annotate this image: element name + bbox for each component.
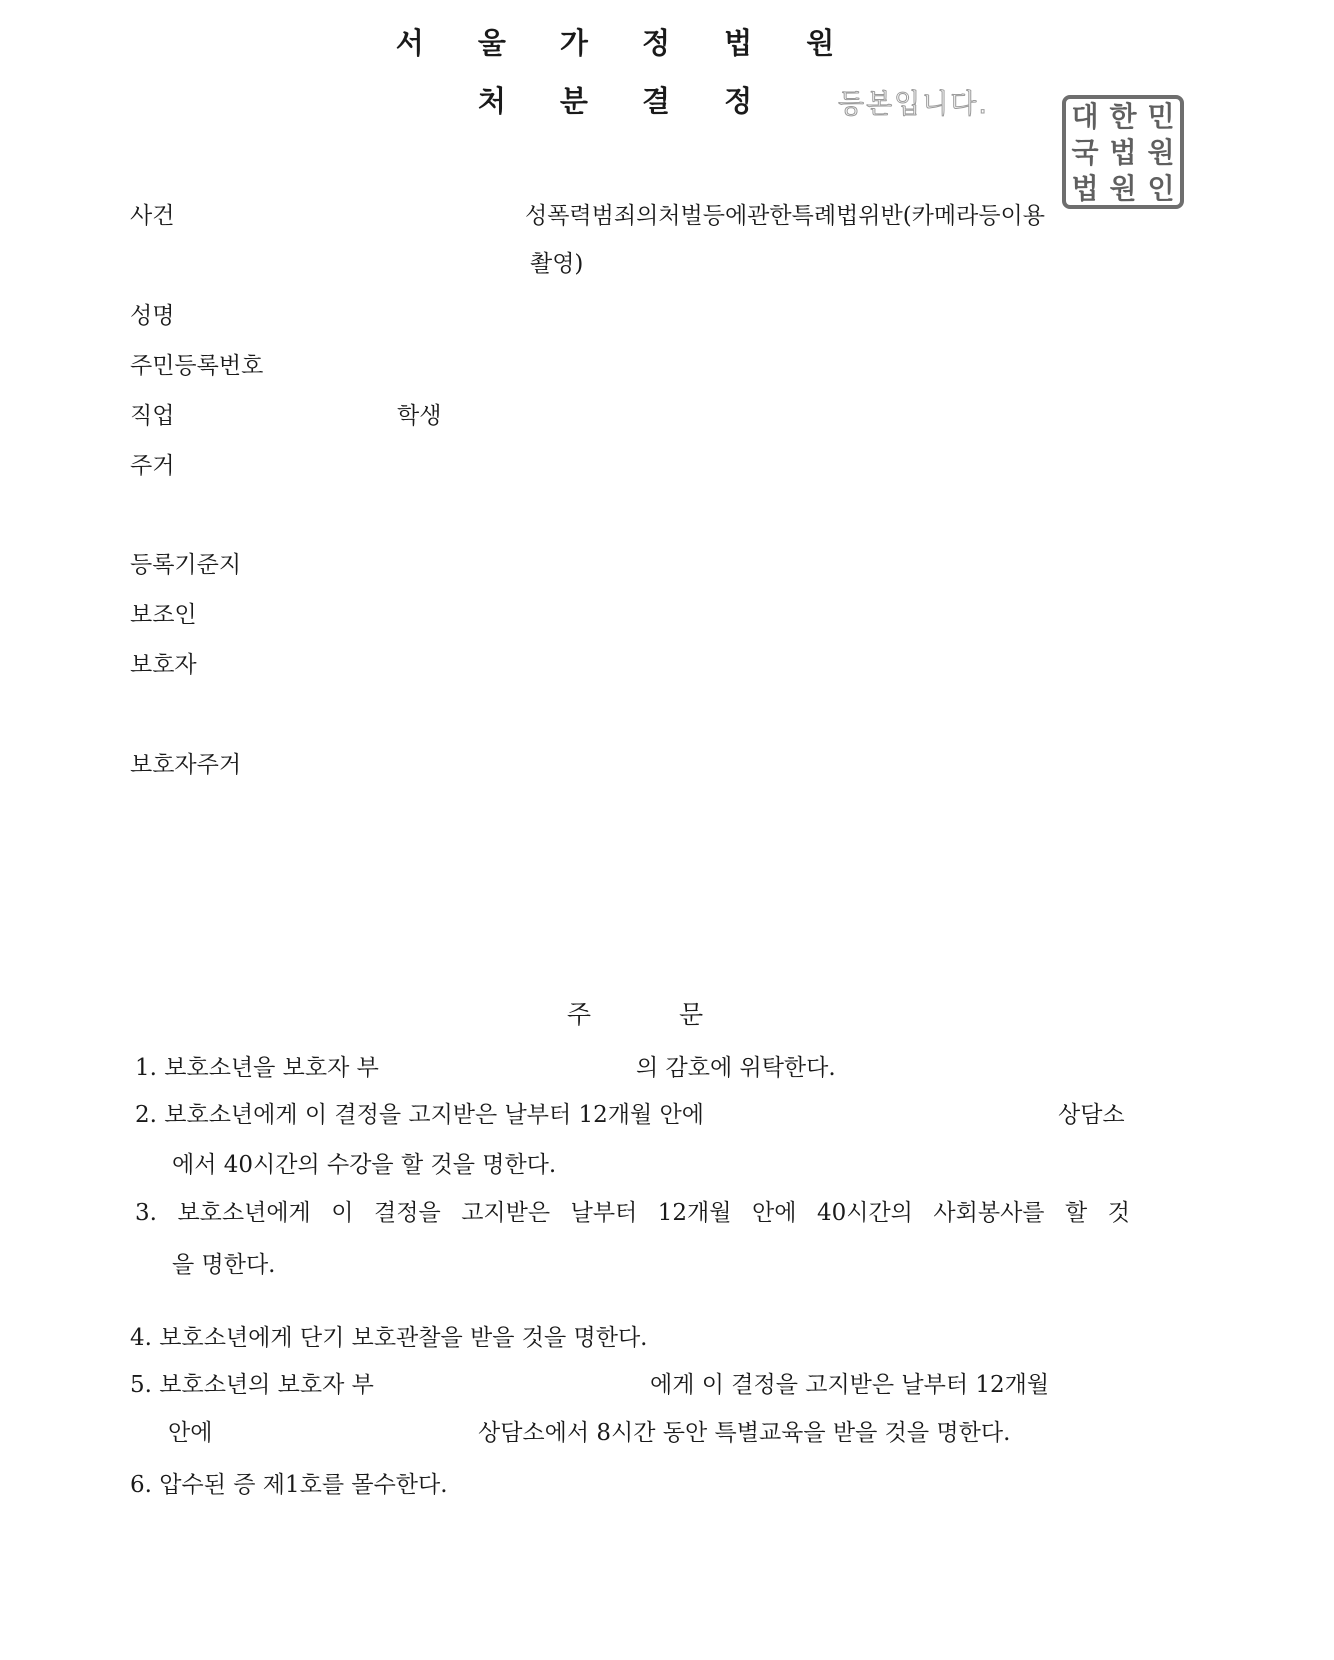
order-item-1: 1. 보호소년을 보호자 부 <box>135 1055 379 1081</box>
guardian-address-label: 보호자주거 <box>130 752 242 778</box>
order-item-5-line2-cont: 상담소에서 8시간 동안 특별교육을 받을 것을 명한다. <box>478 1420 1011 1446</box>
rrn-label: 주민등록번호 <box>130 353 264 379</box>
document-title: 처 분 결 정 <box>477 84 775 118</box>
name-label: 성명 <box>130 303 175 329</box>
order-item-6: 6. 압수된 증 제1호를 몰수한다. <box>130 1472 448 1498</box>
guardian-label: 보호자 <box>130 652 197 678</box>
order-item-3: 3. 보호소년에게 이 결정을 고지받은 날부터 12개월 안에 40시간의 사회봉사를 할 것 <box>135 1200 1130 1226</box>
assistant-label: 보조인 <box>130 602 197 628</box>
order-item-2-cont: 상담소 <box>1058 1102 1125 1128</box>
court-name: 서 울 가 정 법 원 <box>395 26 857 60</box>
case-value: 성폭력범죄의처벌등에관한특례법위반(카메라등이용 <box>525 203 1045 229</box>
occupation-label: 직업 <box>130 403 175 429</box>
case-value-cont: 촬영) <box>530 251 584 277</box>
court-seal-stamp: 대 한 민 국 법 원 법 원 인 <box>1062 95 1184 209</box>
order-item-2: 2. 보호소년에게 이 결정을 고지받은 날부터 12개월 안에 <box>135 1102 704 1128</box>
occupation-value: 학생 <box>397 403 442 429</box>
order-item-5-cont: 에게 이 결정을 고지받은 날부터 12개월 <box>650 1372 1050 1398</box>
order-item-3-line2: 을 명한다. <box>172 1252 276 1278</box>
registry-label: 등록기준지 <box>130 552 242 578</box>
certified-copy-mark: 등본입니다. <box>838 89 989 120</box>
order-item-2-line2: 에서 40시간의 수강을 할 것을 명한다. <box>172 1152 557 1178</box>
order-item-5: 5. 보호소년의 보호자 부 <box>130 1372 374 1398</box>
case-label: 사건 <box>130 203 175 229</box>
order-item-1-cont: 의 감호에 위탁한다. <box>636 1055 836 1081</box>
order-heading: 주 문 <box>566 1000 704 1029</box>
order-item-4: 4. 보호소년에게 단기 보호관찰을 받을 것을 명한다. <box>130 1325 648 1351</box>
order-item-5-line2: 안에 <box>168 1420 213 1446</box>
address-label: 주거 <box>130 453 175 479</box>
